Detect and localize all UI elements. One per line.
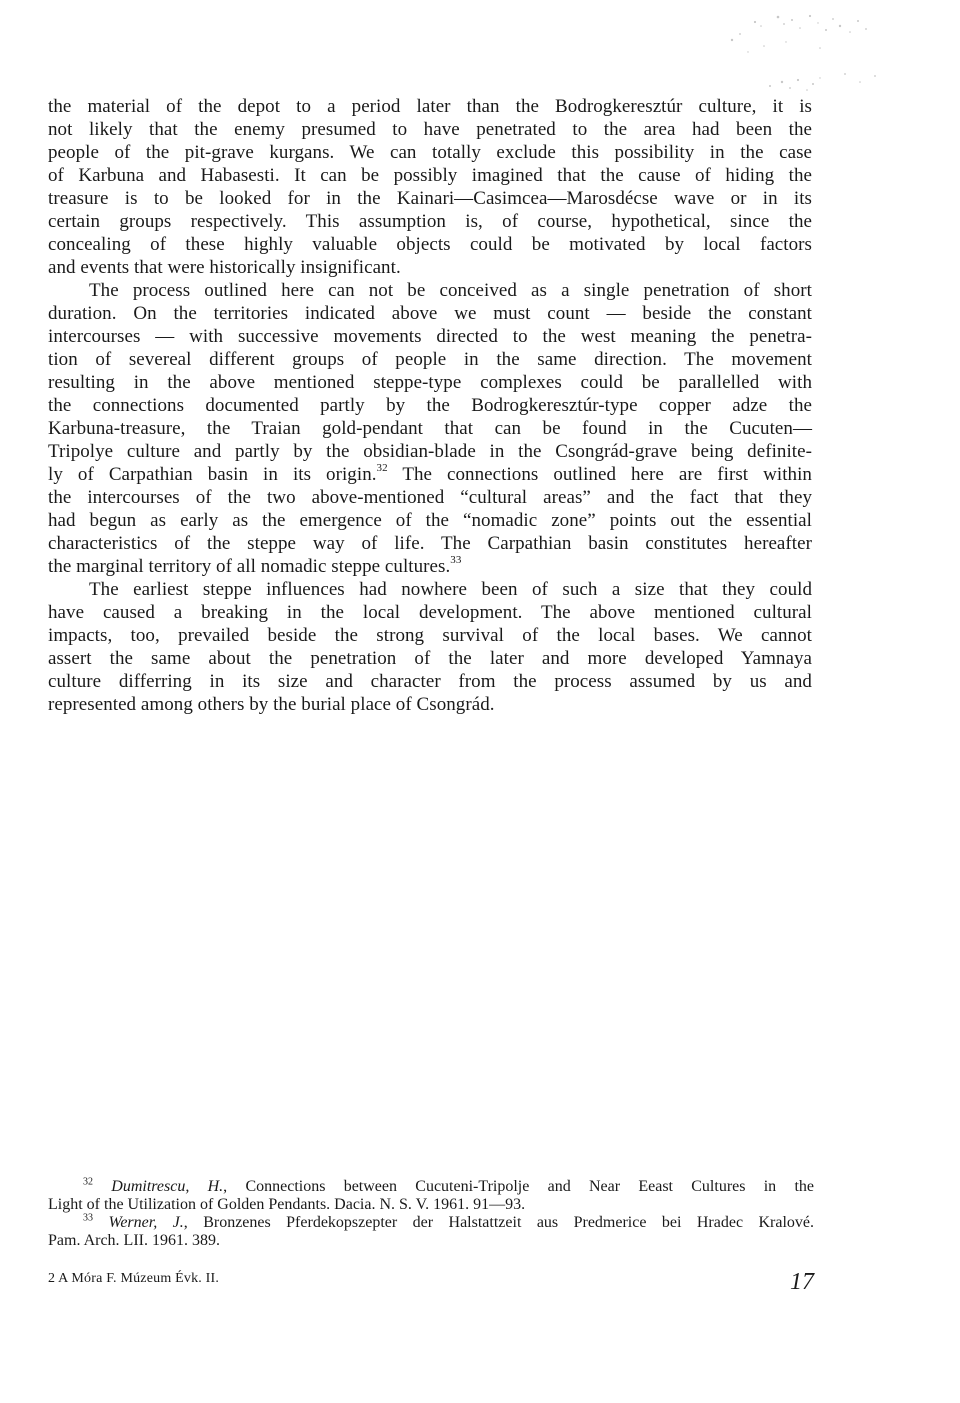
page-number: 17 [790, 1269, 814, 1295]
text-line: duration. On the territories indicated above we must count — beside the constant [48, 303, 812, 324]
footnote-line [48, 1178, 814, 1196]
footnote-ref-33[interactable]: 33 [450, 553, 462, 566]
scan-speckle-decoration [700, 8, 900, 108]
text-line: Tripolye culture and partly by the obsidian-blade in the Csongrád-grave being definite- [48, 441, 812, 462]
text-line: the material of the depot to a period later than the Bodrogkeresztúr culture, it is [48, 96, 812, 117]
footnotes [48, 1178, 814, 1250]
text-line: had begun as early as the emergence of the “nomadic zone” points out the essential [48, 510, 812, 531]
footnote-line: Light of the Utilization of Golden Pendants. Dacia. N. S. V. 1961. 91—93. [48, 1196, 526, 1213]
paragraph-2 [48, 279, 812, 578]
text-line: concealing of these highly valuable objects could be motivated by local factors [48, 234, 812, 255]
footnote-text: , Bronzenes Pferdekopszepter der Halstattzeit aus Predmerice bei Hradec Kralové. [183, 1214, 815, 1231]
footnote-author: Werner, J. [108, 1214, 184, 1231]
text-line: and events that were historically insignificant. [48, 257, 401, 278]
text-line-with-footnote [48, 463, 812, 486]
text-line: treasure is to be looked for in the Kainari—Casimcea—Marosdécse wave or in its [48, 188, 812, 209]
text-line: resulting in the above mentioned steppe-type complexes could be parallelled with [48, 372, 812, 393]
main-text-column [48, 95, 812, 716]
text-line: intercourses — with successive movements directed to the west meaning the penetra- [48, 326, 812, 347]
text-line: have caused a breaking in the local development. The above mentioned cultural [48, 602, 812, 623]
text-line: The process outlined here can not be conceived as a single penetration of short [89, 280, 812, 301]
text-line: certain groups respectively. This assumption is, of course, hypothetical, since the [48, 211, 812, 232]
text-line: impacts, too, prevailed beside the strong survival of the local bases. We cannot [48, 625, 812, 646]
footnote-line: Pam. Arch. LII. 1961. 389. [48, 1232, 220, 1249]
footnote-text: , Connections between Cucuteni-Tripolje and Near Eeast Cultures in the [223, 1178, 815, 1195]
text-line: the intercourses of the two above-mentioned “cultural areas” and the fact that they [48, 487, 812, 508]
text-segment: the marginal territory of all nomadic steppe cultures. [48, 556, 451, 577]
text-line: people of the pit-grave kurgans. We can totally exclude this possibility in the case [48, 142, 812, 163]
text-line: Karbuna-treasure, the Traian gold-pendant that can be found in the Cucuten— [48, 418, 812, 439]
text-line: not likely that the enemy presumed to have penetrated to the area had been the [48, 119, 812, 140]
footnote-line [48, 1214, 814, 1232]
footnote-number: 32 [83, 1176, 93, 1188]
text-line: tion of severeal different groups of people in the same direction. The movement [48, 349, 812, 370]
journal-reference: 2 A Móra F. Múzeum Évk. II. [48, 1271, 220, 1286]
footnote-ref-32[interactable]: 32 [376, 461, 388, 474]
text-line: characteristics of the steppe way of life. The Carpathian basin constitutes hereafter [48, 533, 812, 554]
page-footer [48, 1271, 814, 1301]
text-line: of Karbuna and Habasesti. It can be possibly imagined that the cause of hiding the [48, 165, 812, 186]
paragraph-3 [48, 578, 812, 716]
paragraph-1 [48, 95, 812, 279]
footnote-33 [48, 1214, 814, 1250]
text-line: the connections documented partly by the Bodrogkeresztúr-type copper adze the [48, 395, 812, 416]
text-line-with-footnote [48, 555, 812, 578]
footnote-32 [48, 1178, 814, 1214]
text-line: culture differring in its size and character from the process assumed by us and [48, 671, 812, 692]
text-line: assert the same about the penetration of the later and more developed Yamnaya [48, 648, 812, 669]
footnote-number: 33 [83, 1212, 93, 1224]
text-segment: ly of Carpathian basin in its origin. [48, 464, 377, 485]
footnote-author: Dumitrescu, H. [111, 1178, 224, 1195]
text-line: The earliest steppe influences had nowhere been of such a size that they could [89, 579, 812, 600]
text-line: represented among others by the burial place of Csongrád. [48, 694, 495, 715]
text-segment: The connections outlined here are first within [387, 464, 812, 485]
